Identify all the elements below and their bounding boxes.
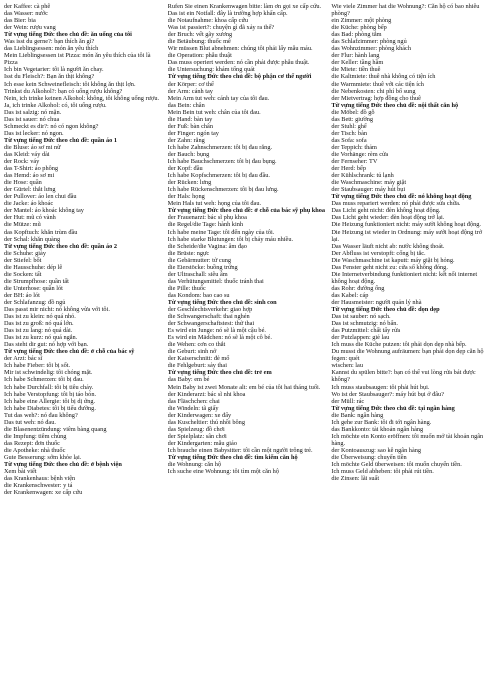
vocab-entry: die Miete: tiền thuê [331,66,381,74]
vocab-entry: Was isst du gerne?: bạn thích ăn gì? [4,38,95,46]
vocab-entry: das Bad: phòng tắm [331,31,382,39]
column-1 [4,3,162,684]
vocab-entry: der Teppich: thảm [331,143,377,151]
vocab-entry: die Scheide/die Vagina: âm đạo [167,242,247,250]
vocab-entry: Ich habe Schmerzen: tôi bị đau. [4,376,84,384]
vocab-entry: die Eierstöcke: buồng trứng [167,263,238,271]
vocab-entry: Mein Baby ist zwei Monate alt: em bé của tôi hai tháng tuổi. [167,383,321,391]
vocab-entry: der Kindergarten: mẫu giáo [167,439,237,447]
vocab-entry: Das ist ein Notfall: đây là trường hợp khẩn cấp. [167,10,288,18]
vocab-entry: Was ist passiert?: chuyện gì đã xảy ra thế? [167,24,275,32]
vocab-entry: das Kopftuch: khăn trùm đầu [4,228,78,236]
vocab-entry: die Betäubung: thuốc mê [167,38,231,46]
vocab-entry: Mein Lieblingsessen ist Pizza: món ăn yêu thích của tôi là Pizza [4,52,151,67]
vocab-entry: die Apotheke: nhà thuốc [4,446,66,454]
vocab-entry: Die Waschmaschine ist kaputt: máy giặt bị hỏng. [331,256,455,264]
vocab-entry: die Möbel: đồ gỗ [331,108,375,116]
vocab-entry: der Arm: cánh tay [167,87,213,95]
vocab-entry: Die Heizung funktioniert nicht: máy sưởi không hoạt động. [331,221,481,229]
vocab-entry: Gute Besserung: sớm khỏe lại. [4,454,82,461]
vocab-entry: Das passt mir nicht: nó không vừa với tôi. [4,306,110,314]
section-heading: Từ vựng tiếng Đức theo chủ đề: trẻ em [167,369,272,377]
vocab-entry: die Jacke: áo khoác [4,200,54,208]
vocab-entry: der Kühlschrank: tủ lạnh [331,172,394,180]
vocab-entry: die Wehen: cơn co thắt [167,341,226,349]
vocab-entry: der Putzlappen: giẻ lau [331,334,390,342]
vocab-entry: der Kaffee: cà phê [4,3,51,10]
vocab-entry: Das Licht geht wieder: đèn hoạt động trở lại. [331,214,445,222]
section-heading: Từ vựng tiếng Đức theo chủ đề: tại ngân hàng [331,404,455,412]
vocab-entry: fegen: quét [331,355,360,363]
vocab-entry: Wo ist der Staubsauger?: máy hút bụi ở đâu? [331,390,444,398]
section-heading: Từ vựng tiếng Đức theo chủ đề: bộ phận cơ thể người [167,73,312,81]
vocab-entry: Das Licht geht nicht: đèn không hoạt động. [331,207,441,215]
vocab-entry: Der Abfluss ist verstopft: cống bị tắc. [331,249,426,257]
vocab-entry: die Vorhänge: rèm cửa [331,150,389,158]
vocab-entry: der Wein: rượu vang [4,24,56,32]
section-heading: Từ vựng tiếng Đức theo chủ đề: quần áo 2 [4,242,117,250]
section-heading: Từ vựng tiếng Đức theo chủ đề: tìm kiếm căn hộ [167,454,298,461]
vocab-entry: Ich esse kein Schweinefleisch: tôi không ăn thịt lợn. [4,80,136,88]
vocab-entry: das Fläschchen: chai [167,397,220,405]
vocab-entry: der Tisch: bàn [331,129,368,137]
vocab-entry: das Bier: bia [4,17,36,25]
section-heading: Từ vựng tiếng Đức theo chủ đề: ở chỗ của bác sỹ [4,348,135,356]
column-3 [331,3,489,684]
vocab-entry: der Schlafanzug: đồ ngủ [4,298,66,306]
vocab-entry: Das ist schmutzig: nó bẩn. [331,320,398,328]
vocab-entry: die Regel/die Tage: hành kinh [167,221,244,229]
vocab-entry: Die Internetverbindung funktioniert nicht: kết nối internet không hoạt động. [331,270,478,285]
vocab-entry: Ich habe Rückenschmerzen: tôi bị đau lưng. [167,186,279,194]
vocab-entry: der Fernseher: TV [331,158,378,166]
vocab-entry: Schmeckt es dir?: nó có ngon không? [4,122,99,130]
vocab-entry: das Krankenhaus: bệnh viện [4,475,76,483]
vocab-entry: Das steht dir gut: nó hợp với bạn. [4,341,89,349]
vocab-entry: Kannst du spülen bitte?: bạn có thể vui lòng rửa bát được không? [331,369,476,384]
vocab-entry: Ich habe eine Allergie: tôi bị dị ứng. [4,397,96,405]
section-heading: Từ vựng tiếng Đức theo chủ đề: dọn dẹp [331,306,440,314]
vocab-entry: Ich habe Kopfschmerzen: tôi bị đau đầu. [167,172,270,180]
vocab-entry: der Schal: khăn quàng [4,235,61,243]
vocab-entry: das Kondom: bao cao su [167,291,230,299]
vocab-entry: das Hemd: áo sơ mi [4,172,55,180]
vocab-entry: die Krankenschwester: y tá [4,482,73,490]
vocab-entry: die Socken: tất [4,270,42,278]
vocab-entry: die Wohnung: căn hộ [167,461,222,469]
vocab-entry: Ich suche eine Wohnung: tôi tìm một căn hộ [167,468,279,476]
vocab-entry: die Blasenentzündung: viêm bàng quang [4,425,107,433]
vocab-entry: das Bankkonto: tài khoản ngân hàng [331,425,424,433]
vocab-entry: das Rohr: đường ống [331,284,385,292]
vocab-entry: die Operation: phẫu thuật [167,52,232,60]
vocab-entry: der Staubsauger: máy hút bụi [331,186,406,194]
vocab-entry: das Bein: chân [167,101,205,109]
vocab-entry: Ich habe Durchfall: tôi bị tiêu chảy. [4,383,94,391]
vocab-entry: der Kinderwagen: xe đẩy [167,411,232,419]
vocab-entry: der Rücken: lưng [167,179,212,187]
vocab-entry: der Stiefel: bốt [4,256,42,264]
vocab-entry: Es wird ein Junge: nó sẽ là một cậu bé. [167,327,266,335]
vocab-entry: der Stuhl: ghế [331,122,367,130]
section-heading: Từ vựng tiếng Đức theo chủ đề: nội thất căn hộ [331,101,459,109]
vocab-entry: Das ist zu klein: nó quá nhỏ. [4,313,76,321]
vocab-entry: die Schwangerschaft: thai nghén [167,313,250,321]
vocab-entry: der Körper: cơ thể [167,80,214,88]
vocab-entry: die Kaltmiete: thuê nhà không có tiện ích [331,73,436,81]
vocab-entry: Das Wasser läuft nicht ab: nước không thoát. [331,242,445,250]
vocab-entry: Ich habe meine Tage: tôi đến ngày của tôi. [167,228,275,236]
vocab-entry: das Sofa: sofa [331,136,367,144]
vocab-entry: das Kleid: váy dài [4,150,50,158]
vocab-entry: Das ist salzig: nó mặn. [4,108,62,116]
vocab-entry: Mir ist schwindelig: tôi chóng mặt. [4,369,93,377]
vocab-entry: die Untersuchung: khám tổng quát [167,66,255,74]
vocab-entry: die Mütze: mũ [4,221,41,229]
vocab-entry: Du musst die Wohnung aufräumen: bạn phải dọn dẹp căn hộ [331,348,484,356]
vocab-entry: die Notaufnahme: khoa cấp cứu [167,17,249,25]
vocab-entry: die Brüste: ngực [167,249,210,257]
vocab-entry: das Schlafzimmer: phòng ngủ [331,38,407,46]
vocab-entry: der Müll: rác [331,397,365,405]
vocab-entry: der Bauch: bụng [167,150,210,158]
vocab-entry: wischen: lau [331,362,363,370]
vocab-entry: der Kinderarzt: bác sĩ nhi khoa [167,390,246,398]
vocab-entry: Das ist lecker: nó ngon. [4,129,64,137]
vocab-entry: das Wasser: nước [4,10,48,18]
vocab-entry: Das ist zu lang: nó quá dài. [4,327,73,335]
vocab-entry: Ich möchte ein Konto eröffnen: tôi muốn mở tài khoản ngân hàng. [331,432,484,447]
vocabulary-page [4,3,489,684]
vocab-entry: die Pille: thuốc [167,284,206,292]
vocab-entry: das Bett: giường [331,115,374,123]
vocab-entry: die Schuhe: giày [4,249,46,257]
vocab-entry: das Baby: em bé [167,376,210,384]
vocab-entry: Das ist zu kurz: nó quá ngắn. [4,334,78,342]
vocab-entry: Die Heizung ist wieder in Ordnung: máy sưởi hoạt động trở lại. [331,228,483,243]
vocab-entry: Isst du Fleisch?: Bạn ăn thịt không? [4,73,95,81]
vocab-entry: die Impfung: tiêm chủng [4,432,67,440]
vocab-entry: Ich muss Geld abheben: tôi phải rút tiền. [331,468,434,476]
column-2 [168,3,326,684]
vocab-entry: der Spielplatz: sân chơi [167,432,227,440]
vocab-entry: Es wird ein Mädchen: nó sẽ là một cô bé. [167,334,272,342]
vocab-entry: Ich brauche einen Babysitter: tôi cần một người trông trẻ. [167,446,313,454]
vocab-entry: die Waschmaschine: máy giặt [331,179,407,187]
vocab-entry: die Nebenkosten: chi phí bổ sung [331,87,416,95]
vocab-entry: der Mantel: áo khoác không tay [4,207,84,215]
vocab-entry: Wir müssen Blut abnehmen: chúng tôi phải lấy mẫu máu. [167,45,313,53]
vocab-entry: Tut das weh?: nó đau không? [4,411,78,419]
vocab-entry: Ich möchte Geld überweisen: tôi muốn chuyển tiền. [331,461,462,469]
section-heading: Từ vựng tiếng Đức theo chủ đề: ăn uống của tôi [4,31,132,39]
vocab-entry: Das tut weh: nó đau. [4,418,56,426]
vocab-entry: der Flur: hành lang [331,52,380,60]
vocab-entry: die Unterhose: quần lót [4,284,63,292]
vocab-entry: ein Zimmer: một phòng [331,17,392,25]
vocab-entry: der Herd: bếp [331,165,366,173]
vocab-entry: der Bruch: vết gãy xương [167,31,233,39]
vocab-entry: Ich habe Bauchschmerzen: tôi bị đau bụng. [167,158,277,166]
vocab-entry: Wie viele Zimmer hat die Wohnung?: Căn hộ có bao nhiêu phòng? [331,3,480,18]
vocab-entry: Das ist zu groß: nó quá lớn. [4,320,74,328]
vocab-entry: das Kabel: cáp [331,291,369,299]
vocab-entry: der Mietvertrag: hợp đồng cho thuê [331,94,421,102]
vocab-entry: Ich habe starke Blutungen: tôi bị chảy máu nhiều. [167,235,294,243]
vocab-entry: die Strumpfhose: quần tất [4,277,69,285]
vocab-entry: der Keller: tầng hầm [331,59,384,67]
vocab-entry: das Kuscheltier: thú nhồi bông [167,418,245,426]
vocab-entry: Xem bài viết [4,468,37,476]
section-heading: Từ vựng tiếng Đức theo chủ đề: ở chỗ của bác sỹ phụ khoa [167,207,326,215]
vocab-entry: Mein Bein tut weh: chân của tôi đau. [167,108,261,116]
vocab-entry: der Frauenarzt: bác sĩ phụ khoa [167,214,247,222]
vocab-entry: der Zahn: răng [167,136,205,144]
section-heading: Từ vựng tiếng Đức theo chủ đề: nó không hoạt động [331,193,472,201]
vocab-entry: Ich muss staubsaugen: tôi phải hút bụi. [331,383,430,391]
vocab-entry: der Finger: ngón tay [167,129,219,137]
section-heading: Từ vựng tiếng Đức theo chủ đề: sinh con [167,298,277,306]
vocab-entry: Ich muss die Küche putzen: tôi phải dọn dẹp nhà bếp. [331,341,467,349]
vocab-entry: der Krankenwagen: xe cấp cứu [4,489,83,497]
vocab-entry: Ich habe Diabetes: tôi bị tiểu đường. [4,404,96,412]
vocab-entry: das Putzmittel: chất tẩy rửa [331,327,401,335]
vocab-entry: die Zinsen: lãi suất [331,475,380,483]
vocab-entry: Das Fenster geht nicht zu: cửa sổ không đóng. [331,263,448,271]
vocab-entry: der Hausmeister: người quản lý nhà [331,298,422,306]
vocab-entry: Mein Arm tut weh: cánh tay của tôi đau. [167,94,270,102]
vocab-entry: der Hut: mũ có vành [4,214,56,222]
vocab-entry: Ich gehe zur Bank: tôi đi tới ngân hàng. [331,418,432,426]
vocab-entry: das Wohnzimmer: phòng khách [331,45,411,53]
vocab-entry: der BH: áo lót [4,291,40,299]
vocab-entry: der Kopf: đầu [167,165,203,173]
vocab-entry: der Kontoauszug: sao kê ngân hàng [331,446,422,454]
vocab-entry: der Ultraschall: siêu âm [167,270,228,278]
vocab-entry: die Warmmiete: thuê với các tiện ích [331,80,424,88]
vocab-entry: die Geburt: sinh nở [167,348,217,356]
vocab-entry: die Hausschuhe: dép lê [4,263,63,271]
vocab-entry: die Gebärmutter: tử cung [167,256,232,264]
vocab-entry: die Bank: ngân hàng [331,411,384,419]
vocab-entry: die Überweisung: chuyển tiền [331,454,407,461]
vocab-entry: der Geschlechtsverkehr: giao hợp [167,306,253,314]
vocab-entry: das Lieblingsessen: món ăn yêu thích [4,45,99,53]
vocab-entry: Ich habe Verstopfung: tôi bị táo bón. [4,390,97,398]
vocab-entry: Ja, ich trinke Alkohol: có, tôi uống rượu. [4,101,107,109]
vocab-entry: der Schwangerschaftstest: thử thai [167,320,255,328]
vocab-entry: Ich bin Vegetarier: tôi là người ăn chay. [4,66,104,74]
vocab-entry: das Rezept: đơn thuốc [4,439,60,447]
vocab-entry: Rufen Sie einen Krankenwagen bitte: làm ơn gọi xe cấp cứu. [167,3,322,10]
vocab-entry: Ich habe Zahnschmerzen: tôi bị đau răng. [167,143,273,151]
section-heading: Từ vựng tiếng Đức theo chủ đề: quần áo 1 [4,136,117,144]
vocab-entry: der Fuß: bàn chân [167,122,213,130]
vocab-entry: Das ist sauber: nó sạch. [331,313,391,321]
vocab-entry: Das muss repariert werden: nó phải được sửa chữa. [331,200,461,208]
vocab-entry: Nein, ich trinke keinen Alkohol: không, tôi không uống rượu. [4,94,160,102]
vocab-entry: das Verhütungsmittel: thuốc tránh thai [167,277,264,285]
vocab-entry: die Hose: quần [4,179,42,187]
vocab-entry: das T-Shirt: áo phông [4,165,59,173]
vocab-entry: die Windeln: tã giấy [167,404,219,412]
vocab-entry: die Fehlgeburt: sảy thai [167,362,227,370]
vocab-entry: der Pullover: áo len chui đầu [4,193,77,201]
vocab-entry: der Kaiserschnitt: đẻ mổ [167,355,230,363]
section-heading: Từ vựng tiếng Đức theo chủ đề: ở bệnh viện [4,461,122,469]
vocab-entry: der Arzt: bác sĩ [4,355,43,363]
vocab-entry: die Hand: bàn tay [167,115,213,123]
vocab-entry: Mein Hals tut weh: họng của tôi đau. [167,200,262,208]
vocab-entry: Trinkst du Alkohol?: bạn có uống rượu không? [4,87,123,95]
vocab-entry: der Hals: họng [167,193,205,201]
vocab-entry: der Gürtel: thắt lưng [4,186,56,194]
vocab-entry: Ich habe Fieber: tôi bị sốt. [4,362,71,370]
vocab-entry: die Bluse: áo sơ mi nữ [4,143,61,151]
vocab-entry: die Küche: phòng bếp [331,24,387,32]
vocab-entry: Das muss operiert werden: nó cần phải được phẫu thuật. [167,59,310,67]
vocab-entry: der Rock: váy [4,158,40,166]
vocab-entry: das Spielzeug: đồ chơi [167,425,225,433]
vocab-entry: Das ist sauer: nó chua [4,115,60,123]
